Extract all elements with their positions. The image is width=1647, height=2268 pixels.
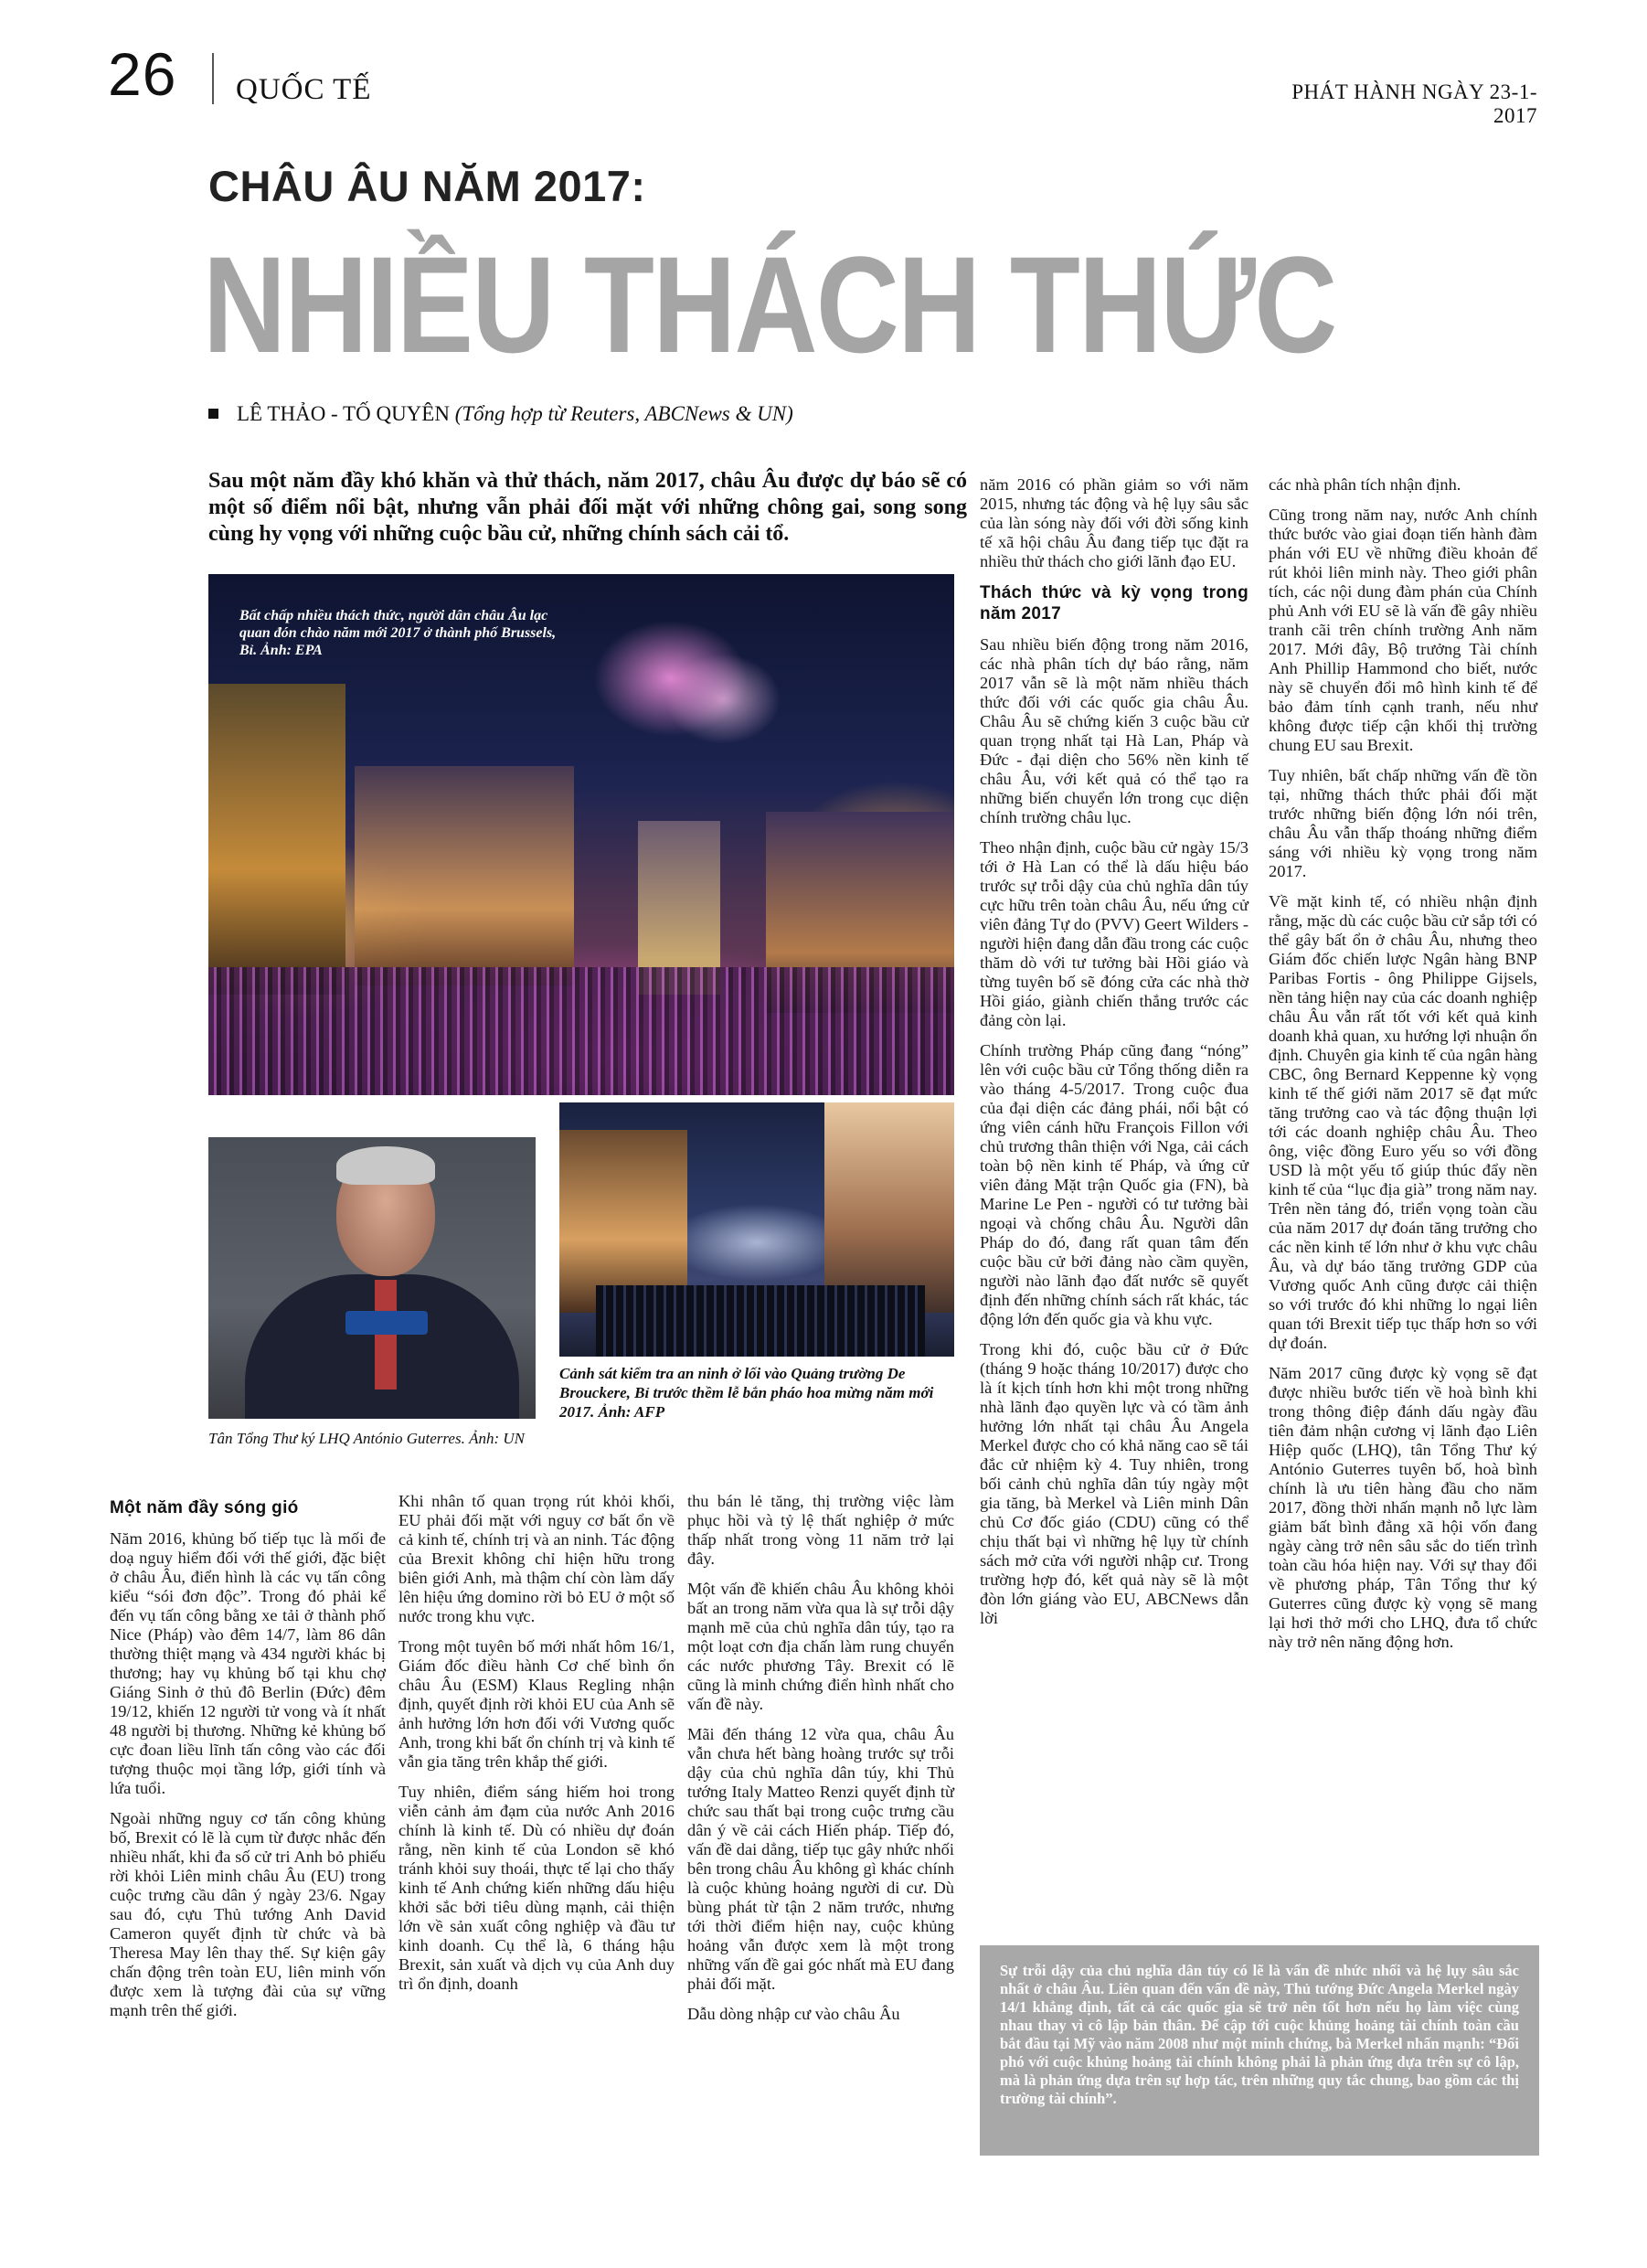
byline-authors: LÊ THẢO - TỐ QUYÊN (237, 402, 450, 425)
article-column-bottom-2 (398, 1492, 675, 2005)
photo-police-crowd (596, 1285, 925, 1357)
subheading-turbulent-year: Một năm đầy sóng gió (110, 1498, 299, 1517)
paragraph: Dẫu dòng nhập cư vào châu Âu (687, 2005, 900, 2023)
caption-brussels: Bất chấp nhiều thách thức, người dân châu Âu lạc quan đón chào năm mới 2017 ở thành phố Brussels, Bỉ. Ảnh: EPA (239, 608, 557, 658)
paragraph: Trong khi đó, cuộc bầu cử ở Đức (tháng 9 hoặc tháng 10/2017) được cho là ít kịch tính hơn khi một trong những nhà lãnh đạo quyền lực và có tầm ảnh hưởng lớn nhất tại châu Âu Angela Merkel được cho có khả năng cao sẽ tái đắc cử nhiệm kỳ 4. Tuy nhiên, trong bối cảnh chủ nghĩa dân túy ngày một gia tăng, bà Merkel và Liên minh Dân chủ Cơ đốc giáo (CDU) cũng có thể chịu thất bại vì những hệ lụy từ chính sách mở cửa với người nhập cư. Trong trường hợp đó, kết quả này sẽ là một đòn lớn giáng vào EU, ABCNews dẫn lời (980, 1340, 1249, 1627)
section-name: QUỐC TẾ (236, 73, 372, 106)
pull-quote-text: Sự trỗi dậy của chủ nghĩa dân túy có lẽ là vấn đề nhức nhối và hệ lụy sâu sắc nhất ở châu Âu. Liên quan đến vấn đề này, Thủ tướng Đức Angela Merkel ngày 14/1 khẳng định, tất cả các quốc gia sẽ trở nên tốt hơn nếu họ làm việc cùng nhau thay vì cô lập bản thân. Để cập tới cuộc khủng hoảng tài chính toàn cầu bắt đầu tại Mỹ vào năm 2008 như một minh chứng, bà Merkel nhấn mạnh: “Đối phó với cuộc khủng hoảng tài chính không phải là phản ứng dựa trên sự cô lập, mà là phản ứng dựa trên sự hợp tác, trên những quy tắc chung, bao gồm các thị trường tài chính”. (1000, 1962, 1519, 2107)
article-column-bottom-3 (687, 1492, 954, 2035)
paragraph: Chính trường Pháp cũng đang “nóng” lên với cuộc bầu cử Tổng thống diễn ra vào tháng 4-5/2017. Trong cuộc đua của đại diện các đảng phái, nổi bật có ứng viên cánh hữu François Fillon với chủ trương thân thiện với Nga, cải cách toàn bộ nền kinh tế Pháp, và ứng cử viên đảng Mặt trận Quốc gia (FN), bà Marine Le Pen - người có tư tưởng bài ngoại và chống châu Âu. Người dân Pháp do đó, đang rất quan tâm đến cuộc bầu cử bởi đảng nào cầm quyền, người nào lãnh đạo đất nước sẽ quyết định đến những chính sách rất khác, tác động lớn đến quốc gia và khu vực. (980, 1041, 1249, 1328)
photo-crowd (208, 967, 954, 1095)
caption-police: Cảnh sát kiểm tra an ninh ở lối vào Quảng trường De Brouckere, Bỉ trước thềm lễ bắn pháo hoa mừng năm mới 2017. Ảnh: AFP (559, 1365, 934, 1421)
paragraph: Một vấn đề khiến châu Âu không khỏi bất an trong năm vừa qua là sự trỗi dậy mạnh mẽ của chủ nghĩa dân túy, tạo ra một loạt cơn địa chấn làm rung chuyển các nước phương Tây. Brexit có lẽ cũng là minh chứng điển hình nhất cho vấn đề này. (687, 1580, 954, 1713)
paragraph: Tuy nhiên, điểm sáng hiếm hoi trong viễn cảnh ảm đạm của nước Anh 2016 chính là kinh tế. Dù có nhiều dự đoán rằng, nền kinh tế của London sẽ khó tránh khỏi suy thoái, thực tế lại cho thấy kinh tế Anh chứng kiến những dấu hiệu khởi sắc bởi tiêu dùng mạnh, cải thiện lớn về sản xuất công nghiệp và đầu tư kinh doanh. Cụ thể là, 6 tháng hậu Brexit, sản xuất và dịch vụ của Anh duy trì ổn định, doanh (398, 1783, 675, 1993)
paragraph: Về mặt kinh tế, có nhiều nhận định rằng, mặc dù các cuộc bầu cử sắp tới có thể gây bất ổn ở châu Âu, nhưng theo Giám đốc chiến lược Ngân hàng BNP Paribas Fortis - ông Philippe Gijsels, nền tảng hiện nay của các doanh nghiệp châu Âu vẫn rất tốt với kết quả kinh doanh khả quan, xu hướng lợi nhuận ổn định. Chuyên gia kinh tế của ngân hàng CBC, ông Bernard Keppenne kỳ vọng kinh tế thế giới năm 2017 sẽ đạt mức tăng trưởng cao và tác động thuận lợi tới các doanh nghiệp châu Âu. Theo ông, việc đồng Euro yếu so với đồng USD là một yếu tố giúp thúc đẩy nền kinh tế của “lục địa già” trong năm nay. Trên nền tảng đó, triển vọng toàn cầu của năm 2017 dự đoán tăng trưởng cho các nền kinh tế lớn như ở khu vực châu Âu, và dự báo tăng trưởng GDP của Vương quốc Anh cũng được cải thiện so với trước đó khi những lo ngại liên quan tới Brexit tiếp tục thấp hơn so với dự đoán. (1269, 892, 1537, 1352)
byline-source: (Tổng hợp từ Reuters, ABCNews & UN) (454, 402, 793, 425)
photo-guterres-portrait (208, 1137, 536, 1419)
photo-police-square (559, 1102, 954, 1357)
paragraph: các nhà phân tích nhận định. (1269, 475, 1461, 494)
paragraph: Mãi đến tháng 12 vừa qua, châu Âu vẫn chưa hết bàng hoàng trước sự trỗi dậy của chủ nghĩa dân túy, khi Thủ tướng Italy Matteo Renzi quyết định từ chức sau thất bại trong cuộc trưng cầu dân ý về cải cách Hiến pháp. Tiếp đó, vấn đề dai dẳng, tiếp tục gây nhức nhối bên trong châu Âu không gì khác chính là cuộc khủng hoảng người di cư. Dù bùng phát từ tận 2 năm trước, nhưng tới thời điểm hiện nay, cuộc khủng hoảng vẫn được xem là một trong những vấn đề gai góc nhất mà EU đang phải đối mặt. (687, 1725, 954, 1993)
paragraph: Năm 2016, khủng bố tiếp tục là mối đe doạ nguy hiểm đối với thế giới, đặc biệt ở châu Âu, điển hình là các vụ tấn công kiểu “sói đơn độc”. Trong đó phải kể đến vụ tấn công bằng xe tải ở thành phố Nice (Pháp) vào đêm 14/7, làm 86 dân thường thiệt mạng và 434 người khác bị thương; hay vụ khủng bố tại khu chợ Giáng Sinh ở thủ đô Berlin (Đức) đêm 19/12, khiến 12 người tử vong và ít nhất 48 người bị thương. Những kẻ khủng bố cực đoan liều lĩnh tấn công vào các đối tượng thuộc mọi tầng lớp, giới tính và lứa tuổi. (110, 1529, 386, 1797)
paragraph: năm 2016 có phần giảm so với năm 2015, nhưng tác động và hệ lụy sâu sắc của làn sóng này đối với đời sống kinh tế xã hội châu Âu đang tiếp tục đặt ra nhiều thử thách cho giới lãnh đạo EU. (980, 475, 1249, 570)
bullet-square-icon (208, 409, 218, 419)
paragraph: Khi nhân tố quan trọng rút khỏi khối, EU phải đối mặt với nguy cơ bất ổn về cả kinh tế, chính trị và an ninh. Tác động của Brexit không chỉ hiện hữu trong biên giới Anh, mà thậm chí còn làm dấy lên hiệu ứng domino rời bỏ EU ở một số nước trong khu vực. (398, 1492, 675, 1625)
un-microphone-icon (345, 1311, 428, 1335)
portrait-tie (375, 1280, 397, 1390)
subheading-challenges-2017: Thách thức và kỳ vọng trong năm 2017 (980, 583, 1249, 623)
article-column-right-2 (1269, 475, 1537, 1663)
caption-guterres: Tân Tổng Thư ký LHQ António Guterres. Ảnh: UN (208, 1430, 525, 1447)
paragraph: Sau nhiều biến động trong năm 2016, các nhà phân tích dự báo rằng, năm 2017 vẫn sẽ là một năm nhiều thách thức đối với các quốc gia châu Âu. Châu Âu sẽ chứng kiến 3 cuộc bầu cử quan trọng nhất tại Hà Lan, Pháp và Đức - đại diện cho 56% nền kinh tế châu Âu, với kết quả có thể tạo ra những biến chuyển lớn trong cục diện chính trường châu lục. (980, 635, 1249, 826)
byline (208, 402, 793, 426)
portrait-hair (336, 1146, 435, 1185)
headline-title: NHIỀU THÁCH THỨC (203, 228, 1336, 381)
paragraph: Năm 2017 cũng được kỳ vọng sẽ đạt được nhiều bước tiến về hoà bình khi trong thông điệp đánh dấu ngày đầu tiên đảm nhận cương vị lãnh đạo Liên Hiệp quốc (LHQ), tân Tổng Thư ký António Guterres tuyên bố, hoà bình chính là ưu tiên hàng đầu cho năm 2017, đồng thời nhấn mạnh nỗ lực làm giảm bất bình đẳng xã hội vốn đang ngày càng trở nên sâu sắc do tiến trình toàn cầu hóa hiện nay. Với sự thay đổi về phương pháp, Tân Tổng thư ký Guterres cũng được kỳ vọng sẽ mang lại hơi thở mới cho LHQ, đưa tổ chức này trở nên năng động hơn. (1269, 1364, 1537, 1651)
paragraph: Cũng trong năm nay, nước Anh chính thức bước vào giai đoạn tiến hành đàm phán với EU về những điều khoản để rút khỏi liên minh này. Theo giới phân tích, các nội dung đàm phán của Chính phủ Anh với EU sẽ là vấn đề gây nhiều tranh cãi trên chính trường Anh năm 2017. Mới đây, Bộ trưởng Tài chính Anh Phillip Hammond cho biết, nước này sẽ chuyển đổi mô hình kinh tế để bảo đảm tính cạnh tranh, nếu như không được tiếp cận khối thị trường chung EU sau Brexit. (1269, 506, 1537, 754)
photo-brussels-fireworks (208, 574, 954, 1095)
paragraph: Tuy nhiên, bất chấp những vấn đề tồn tại, những thách thức phải đối mặt trước những biến động lớn nói trên, châu Âu vẫn thấp thoáng những điểm sáng với nhiều kỳ vọng trong năm 2017. (1269, 766, 1537, 880)
paragraph: Trong một tuyên bố mới nhất hôm 16/1, Giám đốc điều hành Cơ chế bình ổn châu Âu (ESM) Klaus Regling nhận định, quyết định rời khỏi EU của Anh sẽ ảnh hưởng lớn hơn đối với Vương quốc Anh, trong khi bất ổn chính trị và kinh tế vẫn gia tăng trên khắp thế giới. (398, 1637, 675, 1771)
photo-building-left (208, 684, 345, 995)
paragraph: Theo nhận định, cuộc bầu cử ngày 15/3 tới ở Hà Lan có thể là dấu hiệu báo trước sự trỗi dậy của chủ nghĩa dân túy cực hữu trên toàn châu Âu, nếu ứng cử viên đảng Tự do (PVV) Geert Wilders - người hiện đang dẫn đầu trong các cuộc thăm dò với tư tưởng bài Hồi giáo và từng tuyên bố sẽ đóng cửa các nhà thờ Hồi giáo, giành chiến thắng trước các đảng còn lại. (980, 838, 1249, 1029)
headline-kicker: CHÂU ÂU NĂM 2017: (208, 162, 646, 210)
article-column-right-1 (980, 475, 1249, 1639)
page-number: 26 (108, 40, 177, 108)
paragraph: Ngoài những nguy cơ tấn công khủng bố, Brexit có lẽ là cụm từ được nhắc đến nhiều nhất, khi đa số cử tri Anh bỏ phiếu rời khỏi Liên minh châu Âu (EU) trong cuộc trưng cầu dân ý ngày 23/6. Ngay sau đó, cựu Thủ tướng Anh David Cameron quyết định từ chức và bà Theresa May lên thay thế. Sự kiện gây chấn động trên toàn EU, liên minh vốn được xem là tượng đài của sự vững mạnh trên thế giới. (110, 1809, 386, 2019)
pull-quote-box (980, 1945, 1539, 2156)
photo-building-center (355, 766, 574, 985)
header-divider (212, 53, 214, 104)
paragraph: thu bán lẻ tăng, thị trường việc làm phục hồi và tỷ lệ thất nghiệp ở mức thấp nhất trong vòng 11 năm trở lại đây. (687, 1492, 954, 1568)
photo-building-right (824, 1102, 954, 1313)
article-column-bottom-1 (110, 1492, 386, 2031)
issue-date: PHÁT HÀNH NGÀY 23-1-2017 (1291, 80, 1537, 127)
lead-paragraph: Sau một năm đầy khó khăn và thử thách, năm 2017, châu Âu được dự báo sẽ có một số điểm nổi bật, nhưng vẫn phải đối mặt với những chông gai, song song cùng hy vọng với những cuộc bầu cử, những chính sách cải tổ. (208, 469, 967, 546)
